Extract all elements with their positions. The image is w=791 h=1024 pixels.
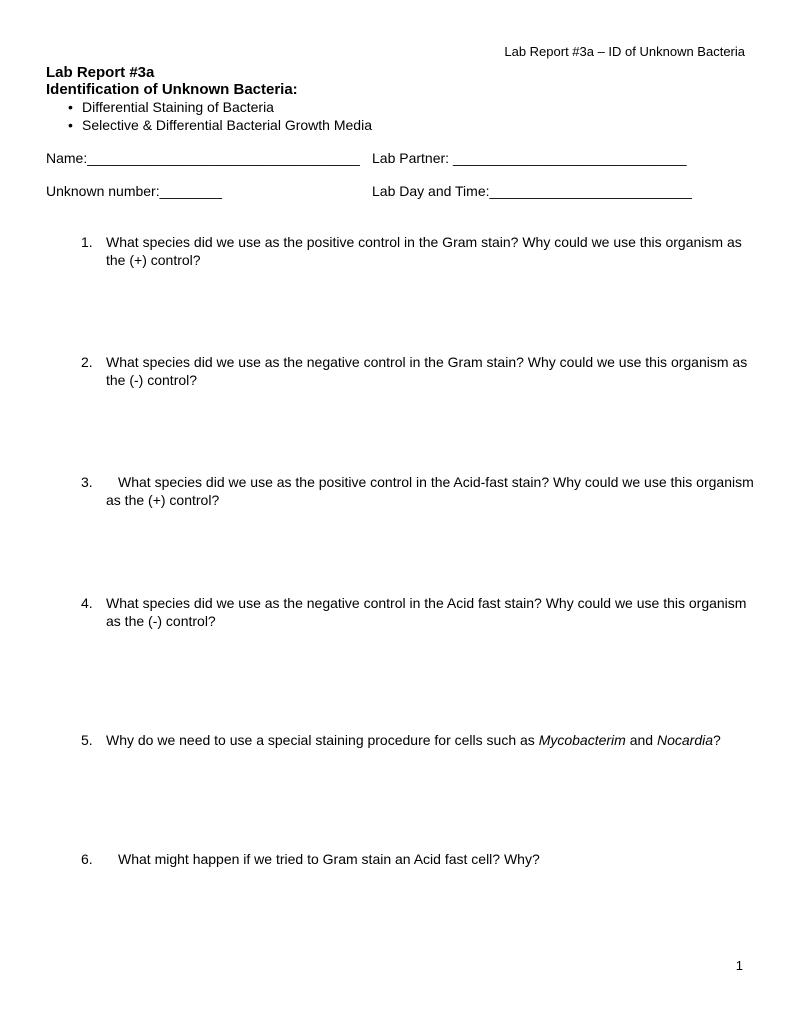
question-number: 6. <box>81 851 93 867</box>
bullet-text: Selective & Differential Bacterial Growth Media <box>82 117 372 133</box>
bullet-icon: • <box>68 99 73 115</box>
question-text: What species did we use as the positive control in the Acid-fast stain? Why could we use this organism as the (+) control? <box>106 474 754 508</box>
lab-partner-label: Lab Partner: <box>372 150 453 166</box>
question-text: and <box>625 732 657 748</box>
lab-partner-blank-line: ______________________________ <box>452 150 687 166</box>
question-text: What species did we use as the negative control in the Gram stain? Why could we use this organism as the (-) control? <box>106 354 748 388</box>
question-number: 4. <box>81 595 93 611</box>
bullet-text: Differential Staining of Bacteria <box>82 99 274 115</box>
question-number: 3. <box>81 474 93 490</box>
italic-term: Nocardia <box>656 732 713 748</box>
question-text: What might happen if we tried to Gram stain an Acid fast cell? Why? <box>118 851 540 867</box>
name-blank-line: ___________________________________ <box>87 150 360 166</box>
lab-day-time-blank-line: __________________________ <box>489 183 692 199</box>
doc-title: Lab Report #3a <box>46 64 155 81</box>
unknown-number-blank-line: ________ <box>159 183 222 199</box>
question-text: What species did we use as the positive control in the Gram stain? Why could we use this organism as the (+) control? <box>106 234 742 268</box>
lab-day-time-label: Lab Day and Time: <box>372 183 490 199</box>
list-item <box>68 116 745 134</box>
question-item <box>46 353 756 389</box>
question-text: ? <box>713 732 721 748</box>
question-number: 2. <box>81 354 93 370</box>
question-item <box>46 233 756 269</box>
question-item <box>46 473 756 509</box>
italic-term: Mycobacterim <box>538 732 626 748</box>
form-row-unknown <box>46 182 745 200</box>
form-row-name <box>46 149 745 167</box>
question-number: 1. <box>81 234 93 250</box>
question-number: 5. <box>81 732 93 748</box>
question-item <box>46 850 756 868</box>
question-text: What species did we use as the negative control in the Acid fast stain? Why could we use this organism as the (-) control? <box>106 595 747 629</box>
topic-bullet-list <box>46 98 745 134</box>
running-header: Lab Report #3a – ID of Unknown Bacteria <box>504 44 745 59</box>
question-item <box>46 731 756 749</box>
bullet-icon: • <box>68 117 73 133</box>
doc-subtitle: Identification of Unknown Bacteria: <box>46 81 298 98</box>
question-item <box>46 594 756 630</box>
lab-partner-field <box>372 149 687 167</box>
lab-day-time-field <box>372 182 692 200</box>
unknown-number-label: Unknown number: <box>46 183 160 199</box>
questions-list <box>46 233 754 868</box>
list-item <box>68 98 745 116</box>
page-number: 1 <box>735 958 743 973</box>
name-label: Name: <box>46 150 88 166</box>
question-text: Why do we need to use a special staining procedure for cells such as <box>106 732 539 748</box>
